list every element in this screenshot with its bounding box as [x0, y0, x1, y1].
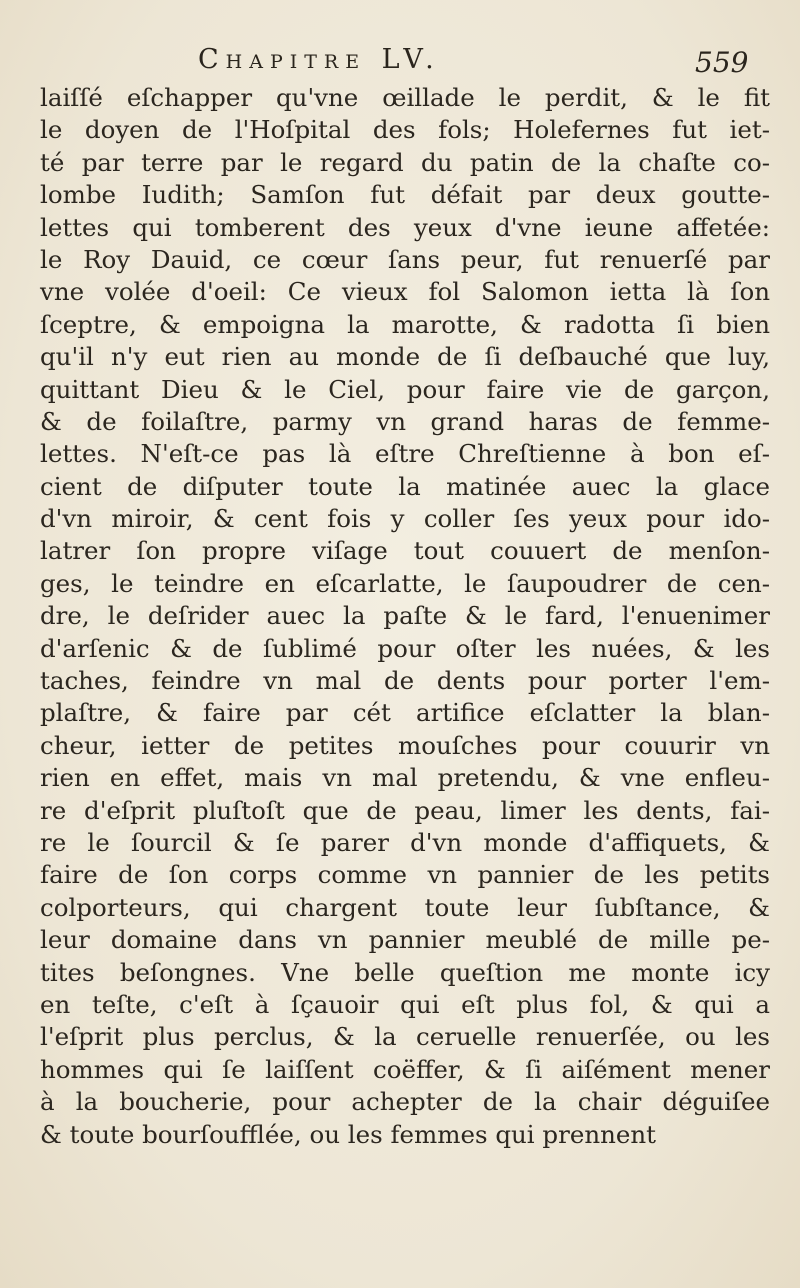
text-line: l'eſprit plus perclus, & la ceruelle renuerſée, ou les: [40, 1022, 770, 1052]
text-line: cheur, ietter de petites mouſches pour couurir vn: [40, 730, 770, 760]
text-line: colporteurs, qui chargent toute leur ſubſtance, &: [40, 892, 770, 922]
text-line: ſceptre, & empoigna la marotte, & radotta ſi bien: [40, 309, 770, 339]
text-line: à la boucherie, pour achepter de la chair déguiſee: [40, 1087, 770, 1117]
text-line: re d'eſprit pluſtoſt que de peau, limer les dents, fai-: [40, 795, 770, 825]
page-number: 559: [695, 46, 749, 79]
text-line: taches, feindre vn mal de dents pour porter l'em-: [40, 666, 770, 696]
text-line: hommes qui ſe laiſſent coëffer, & ſi aiſément mener: [40, 1054, 770, 1084]
text-line: latrer ſon propre viſage tout couuert de menſon-: [40, 536, 770, 566]
text-line: cient de diſputer toute la matinée auec la glace: [40, 471, 770, 501]
text-line: & toute bourſoufflée, ou les femmes qui prennent: [40, 1119, 657, 1149]
text-line: d'vn miroir, & cent fois y coller ſes yeux pour ido-: [40, 504, 770, 534]
text-line: tites beſongnes. Vne belle queſtion me monte icy: [40, 957, 770, 987]
text-line: rien en effet, mais vn mal pretendu, & vne enfleu-: [40, 763, 770, 793]
text-line: faire de ſon corps comme vn pannier de les petits: [40, 860, 770, 890]
chapter-title: Chapitre LV.: [198, 44, 441, 75]
text-line: leur domaine dans vn pannier meublé de mille pe-: [40, 925, 770, 955]
text-line: & de foilaſtre, parmy vn grand haras de femme-: [40, 406, 770, 436]
text-line: quittant Dieu & le Ciel, pour faire vie de garçon,: [40, 374, 770, 404]
text-line: vne volée d'oeil: Ce vieux fol Salomon ietta là ſon: [40, 277, 770, 307]
text-line: le Roy Dauid, ce cœur ſans peur, fut renuerſé par: [40, 244, 770, 274]
text-line: d'arſenic & de ſublimé pour oſter les nuées, & les: [40, 633, 770, 663]
body-text: [40, 82, 770, 1151]
text-line: lettes qui tomberent des yeux d'vne ieune affetée:: [40, 212, 770, 242]
text-line: qu'il n'y eut rien au monde de ſi deſbauché que luy,: [40, 342, 770, 372]
text-line: en teſte, c'eſt à ſçauoir qui eſt plus fol, & qui a: [40, 989, 770, 1019]
text-line: té par terre par le regard du patin de la chaſte co-: [40, 147, 770, 177]
text-line: plaſtre, & faire par cét artifice eſclatter la blan-: [40, 698, 770, 728]
text-line: ges, le teindre en eſcarlatte, le ſaupoudrer de cen-: [40, 568, 770, 598]
text-line: dre, le deſrider auec la paſte & le fard, l'enuenimer: [40, 601, 770, 631]
text-line: re le ſourcil & ſe parer d'vn monde d'affiquets, &: [40, 827, 770, 857]
text-line: laiſſé eſchapper qu'vne œillade le perdit, & le fit: [40, 83, 770, 112]
text-line: lettes. N'eſt-ce pas là eſtre Chreſtienne à bon eſ-: [40, 439, 770, 469]
text-line: lombe Iudith; Samſon fut défait par deux goutte-: [40, 180, 770, 210]
text-line: le doyen de l'Hoſpital des fols; Holefernes fut iet-: [40, 115, 770, 145]
